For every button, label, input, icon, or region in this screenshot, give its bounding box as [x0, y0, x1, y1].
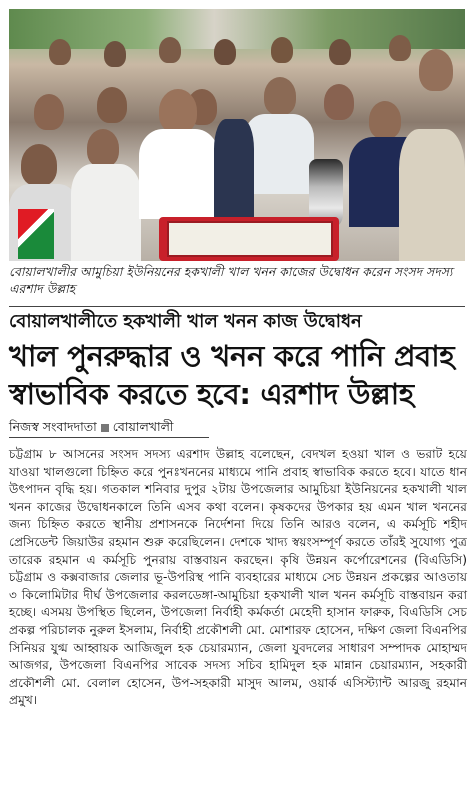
reporter: নিজস্ব সংবাদদাতা	[9, 419, 97, 434]
photo-person-shirt	[214, 119, 254, 219]
photo-person-shirt	[399, 129, 465, 261]
photo-person	[97, 87, 127, 123]
headline: খাল পুনরুদ্ধার ও খনন করে পানি প্রবাহ স্বাভাবিক করতে হবে: এরশাদ উল্লাহ	[9, 339, 455, 411]
photo-person	[21, 144, 57, 186]
photo-person	[104, 41, 126, 67]
photo-person	[49, 39, 71, 65]
photo-person	[419, 49, 453, 91]
photo-person	[389, 35, 411, 61]
photo-caption: বোয়ালখালীর আমুচিয়া ইউনিয়নের হকখালী খাল খনন কাজের উদ্বোধন করেন সংসদ সদস্য এরশাদ উল্লাহ	[9, 264, 453, 296]
party-flag	[18, 209, 54, 259]
photo-person-shirt	[71, 164, 141, 261]
article-body: চট্টগ্রাম ৮ আসনের সংসদ সদস্য এরশাদ উল্লাহ বলেছেন, বেদখল হওয়া খাল ও ভরাট হয়ে যাওয়া খালগুলো চিহ্নিত করে পুনঃখননের মাধ্যমে পানি প্রবাহ স্বাভাবিক করতে হবে। যাতে ধান উৎপাদন বৃদ্ধি হয়। গতকাল শনিবার দুপুর ২টায় উপজেলার আমুচিয়া ইউনিয়নের হকখালী খাল খনন কাজের উদ্বোধনকালে তিনি এসব কথা বলেন। কৃষকদের উপকার হয় এমন খাল খননের জন্য চিহ্নিত করতে স্থানীয় প্রশাসনকে নির্দেশনা দিয়ে তিনি আরও বলেন, এ কর্মসূচি শহীদ প্রেসিডেন্ট জিয়াউর রহমান শুরু করেছিলেন। দেশকে খাদ্য স্বয়ংসম্পূর্ণ করতে তাঁরই সুযোগ্য পুত্র তারেক রহমান এ কর্মসূচি পুনরায় বাস্তবায়ন করছেন। কৃষি উন্নয়ন কর্পোরেশনের (বিএডিসি) চট্টগ্রাম ও কক্সবাজার জেলার ভূ-উপরিস্থ পানি ব্যবহারের মাধ্যমে সেচ উন্নয়ন প্রকল্পের আওতায় ৩ কিলোমিটার দীর্ঘ উপজেলার করলডেঙ্গা-আমুচিয়া হকখালী খাল খনন কর্মসূচি বাস্তবায়ন করা হচ্ছে। এসময় উপস্থিত ছিলেন, উপজেলা নির্বাহী কর্মকর্তা মেহেদী হাসান ফারুক, বিএডিসি সেচ প্রকল্প পরিচালক নুরুল ইসলাম, নির্বাহী প্রকৌশলী মো. মোশারফ হোসেন, দক্ষিণ জেলা বিএনপির সিনিয়র যুগ্ম আহ্বায়ক আজিজুল হক চেয়ারম্যান, জেলা যুবদলের সাধারণ সম্পাদক মোহাম্মদ আজগর, উপজেলা বিএনপির সাবেক সদস্য সচিব হামিদুল হক মান্নান চেয়ারম্যান, সহকারী প্রকৌশলী মো. বেলাল হোসেন, উপ-সহকারী মাসুদ আলম, ওয়ার্ক এসিস্ট্যান্ট আরজু রহমান প্রমুখ।	[9, 447, 467, 708]
byline	[9, 419, 173, 435]
photo-person-shirt	[139, 129, 219, 219]
foundation-plaque	[167, 221, 333, 257]
photo-person	[369, 101, 401, 139]
separator-square	[101, 424, 109, 432]
photo-person	[34, 94, 64, 130]
photo-person	[159, 37, 181, 63]
divider	[9, 306, 465, 307]
photo-person	[87, 129, 119, 167]
photo-person	[271, 37, 293, 63]
news-photo	[9, 9, 465, 261]
photo-person	[324, 84, 354, 120]
photo-person	[264, 77, 296, 115]
photo-person	[159, 89, 197, 133]
photo-person-shirt	[244, 114, 314, 194]
photo-person	[214, 39, 236, 65]
photo-person	[329, 39, 351, 65]
kicker: বোয়ালখালীতে হকখালী খাল খনন কাজ উদ্বোধন	[9, 311, 362, 332]
byline-rule	[9, 437, 209, 438]
location: বোয়ালখালী	[112, 419, 174, 434]
